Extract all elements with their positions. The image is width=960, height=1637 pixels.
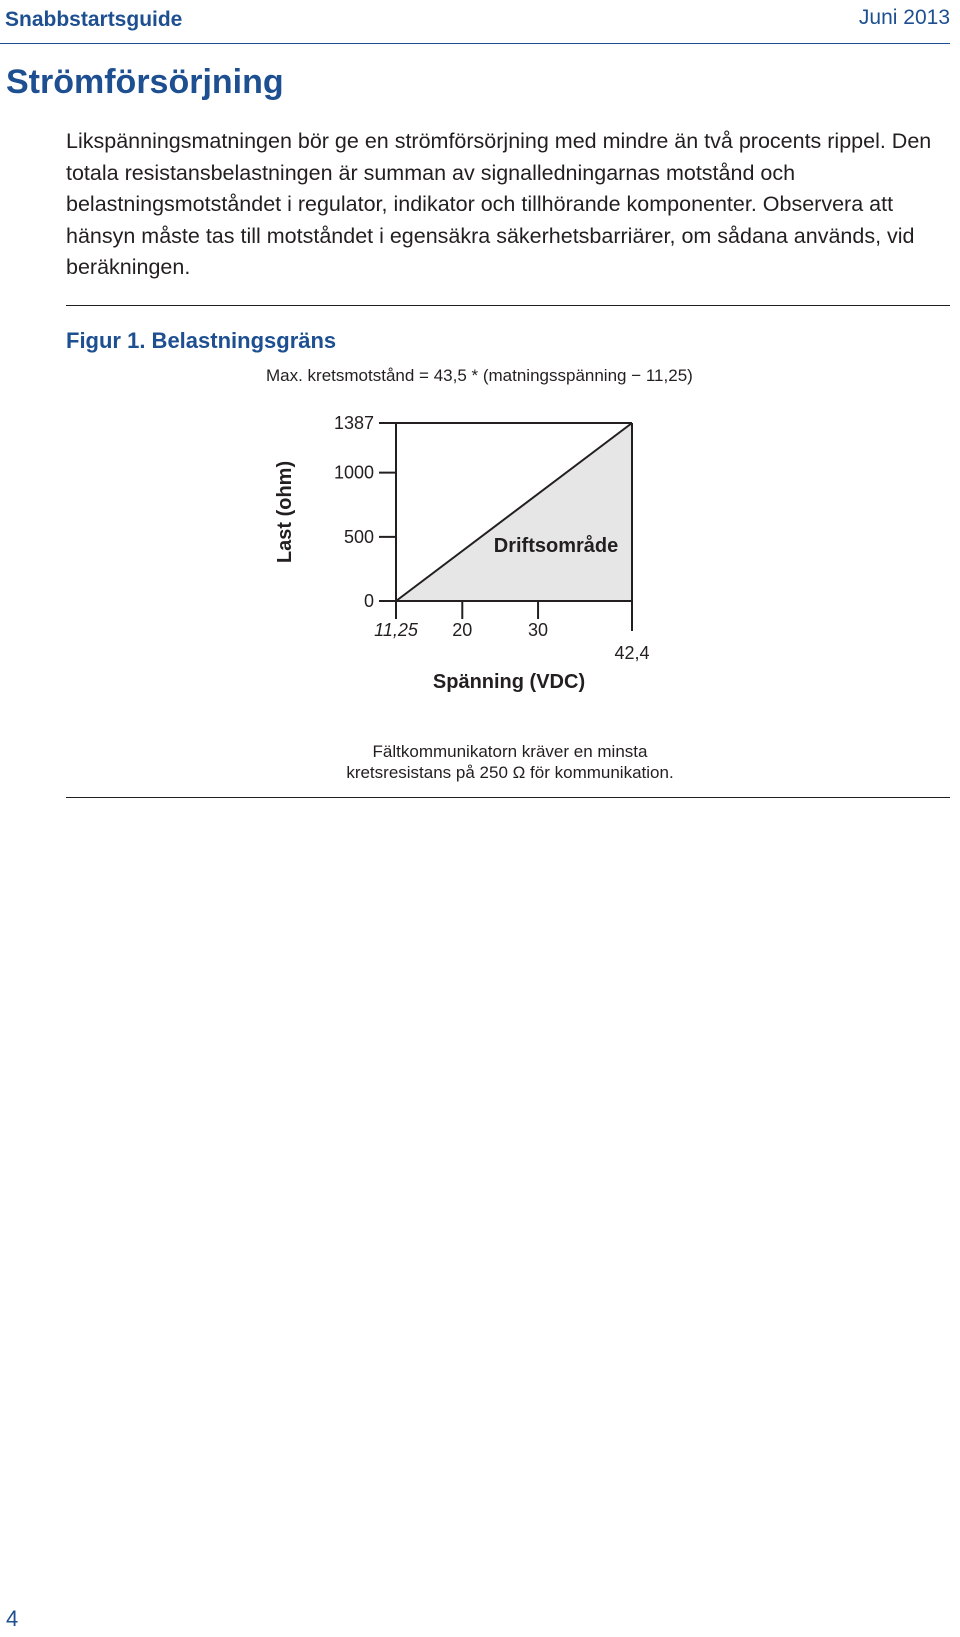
body-paragraph: Likspänningsmatningen bör ge en strömförsörjning med mindre än två procents rippel. Den totala resistansbelastningen är summan av signalledningarnas motstånd och belastningsmotståndet i regulator, indikator och tillhörande komponenter. Observera att hänsyn måste tas till motståndet i egensäkra säkerhetsbarriärer, om sådana används, vid beräkningen. <box>66 129 932 279</box>
x-tick-label: 20 <box>452 620 473 640</box>
y-axis-title: Last (ohm) <box>274 460 296 564</box>
y-tick-label: 1000 <box>333 462 374 483</box>
x-tick-label: 11,25 <box>374 620 418 640</box>
x-tick-label: 30 <box>528 620 549 640</box>
y-tick-label: 1387 <box>333 413 374 433</box>
y-tick-label: 0 <box>363 591 374 611</box>
load-limit-chart <box>0 0 960 760</box>
figure-caption: Figur 1. Belastningsgräns <box>66 328 337 353</box>
figure-formula: Max. kretsmotstånd = 43,5 * (matningsspänning − 11,25) <box>266 366 693 385</box>
section-title: Strömförsörjning <box>6 63 284 101</box>
figure-bottom-rule <box>66 797 950 798</box>
x-tick-label: 42,4 <box>614 643 650 663</box>
chart-root <box>274 413 650 693</box>
header-title: Snabbstartsguide <box>5 8 183 31</box>
page-number: 4 <box>6 1606 19 1631</box>
region-label: Driftsområde <box>493 535 619 557</box>
figure-note-line1: Fältkommunikatorn kräver en minsta <box>372 742 648 761</box>
figure-note-line2: kretsresistans på 250 Ω för kommunikation. <box>346 763 674 782</box>
x-axis-title: Spänning (VDC) <box>432 671 586 693</box>
figure-note <box>300 741 720 783</box>
header-date: Juni 2013 <box>858 6 950 29</box>
y-tick-label: 500 <box>343 526 374 547</box>
